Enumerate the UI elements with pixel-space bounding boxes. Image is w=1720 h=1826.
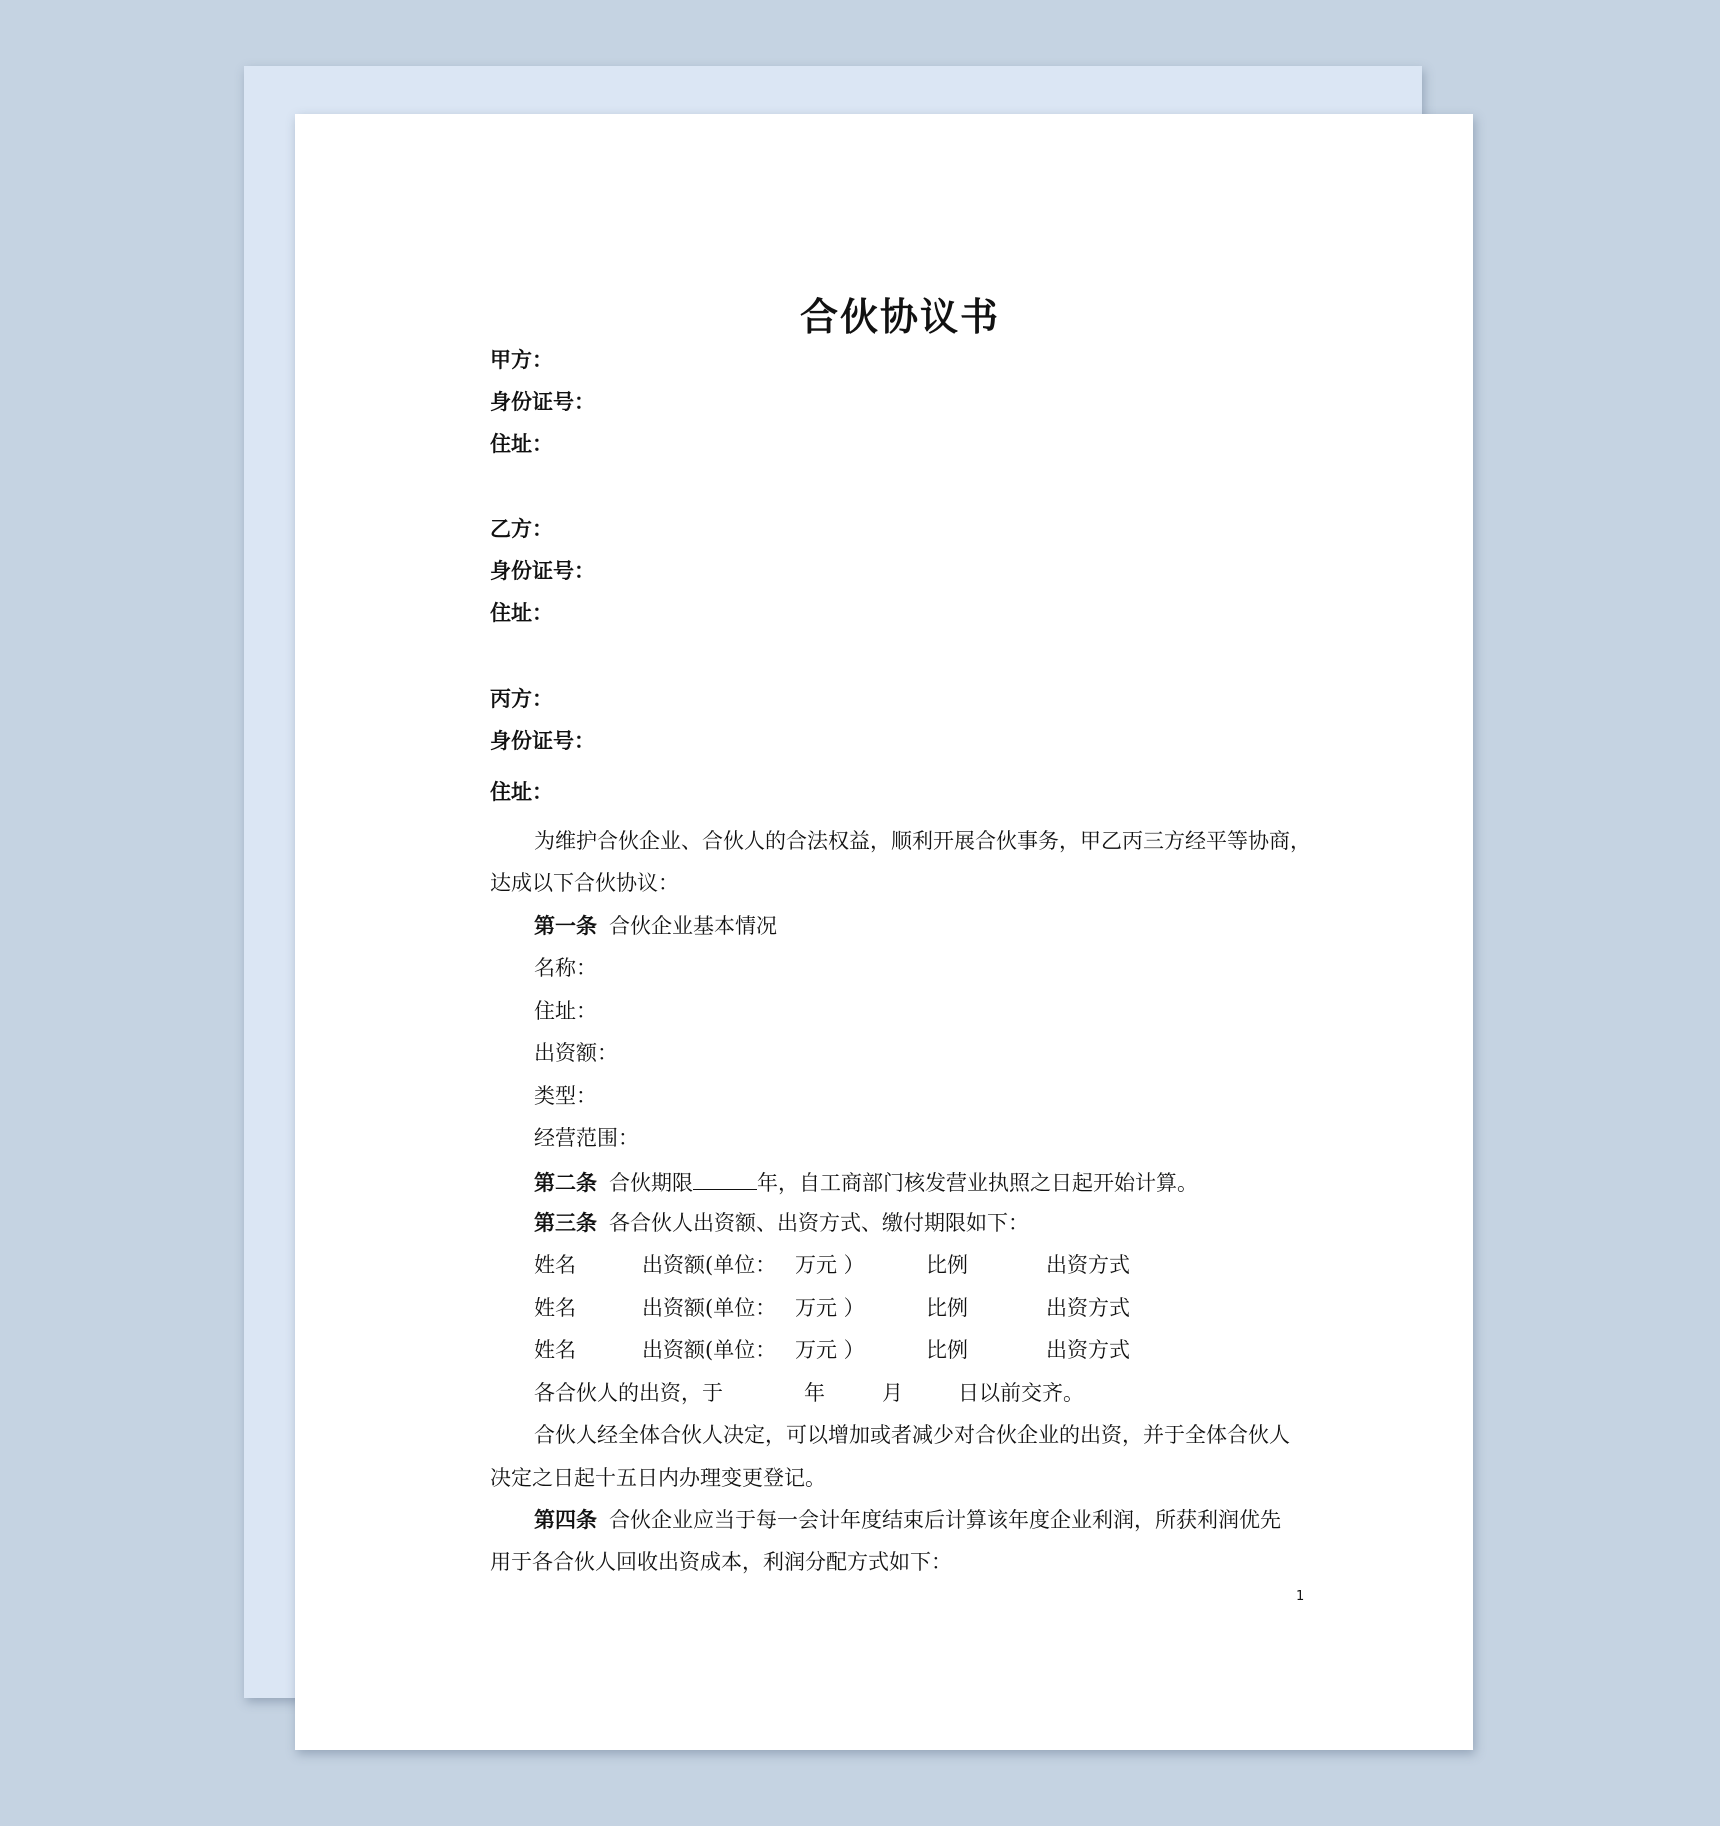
article-4-line-1 — [534, 1510, 1281, 1531]
row-amount: 出资额(单位： — [642, 1338, 777, 1362]
deadline-prefix: 各合伙人的出资，于 — [534, 1381, 723, 1405]
article-1-field-address: 住址： — [534, 999, 597, 1023]
row-ratio: 比例 — [926, 1296, 968, 1320]
article-2-line — [534, 1171, 1198, 1194]
document-page — [295, 114, 1473, 1750]
article-3-heading — [534, 1213, 1029, 1234]
row-unit: 万元 ） — [795, 1296, 865, 1320]
row-ratio: 比例 — [926, 1253, 968, 1277]
article-3-title: 各合伙人出资额、出资方式、缴付期限如下： — [609, 1211, 1029, 1235]
row-method: 出资方式 — [1046, 1296, 1130, 1320]
party-a-id-label: 身份证号： — [490, 390, 595, 414]
capital-change-line-2: 决定之日起十五日内办理变更登记。 — [490, 1466, 826, 1490]
row-name: 姓名 — [534, 1253, 576, 1277]
party-c-label: 丙方： — [490, 687, 553, 711]
article-4-text: 合伙企业应当于每一会计年度结束后计算该年度企业利润，所获利润优先 — [609, 1508, 1281, 1532]
intro-paragraph-line-2: 达成以下合伙协议： — [490, 871, 679, 895]
article-1-label: 第一条 — [534, 914, 597, 938]
article-2-text-before: 合伙期限 — [609, 1171, 693, 1195]
row-ratio: 比例 — [926, 1338, 968, 1362]
party-a-address-label: 住址： — [490, 432, 553, 456]
party-b-label: 乙方： — [490, 517, 553, 541]
page-number: 1 — [1296, 1589, 1305, 1604]
row-amount: 出资额(单位： — [642, 1253, 777, 1277]
article-1-field-scope: 经营范围： — [534, 1126, 639, 1150]
row-unit: 万元 ） — [795, 1253, 865, 1277]
intro-paragraph-line-1: 为维护合伙企业、合伙人的合法权益，顺利开展合伙事务，甲乙丙三方经平等协商， — [534, 829, 1311, 853]
deadline-year: 年 — [804, 1381, 825, 1405]
deadline-month: 月 — [882, 1381, 903, 1405]
article-3-label: 第三条 — [534, 1211, 597, 1235]
capital-change-line-1: 合伙人经全体合伙人决定，可以增加或者减少对合伙企业的出资，并于全体合伙人 — [534, 1423, 1290, 1447]
party-b-address-label: 住址： — [490, 601, 553, 625]
party-b-id-label: 身份证号： — [490, 559, 595, 583]
party-c-address-label: 住址： — [490, 780, 553, 804]
party-a-label: 甲方： — [490, 348, 553, 372]
article-1-field-name: 名称： — [534, 956, 597, 980]
document-title: 合伙协议书 — [799, 295, 1000, 339]
article-1-title: 合伙企业基本情况 — [609, 914, 777, 938]
article-2-label: 第二条 — [534, 1171, 597, 1195]
article-1-field-type: 类型： — [534, 1084, 597, 1108]
row-amount: 出资额(单位： — [642, 1296, 777, 1320]
row-unit: 万元 ） — [795, 1338, 865, 1362]
row-name: 姓名 — [534, 1296, 576, 1320]
deadline-day: 日以前交齐。 — [958, 1381, 1084, 1405]
row-name: 姓名 — [534, 1338, 576, 1362]
row-method: 出资方式 — [1046, 1253, 1130, 1277]
article-4-label: 第四条 — [534, 1508, 597, 1532]
row-method: 出资方式 — [1046, 1338, 1130, 1362]
term-years-blank — [693, 1171, 757, 1190]
article-1-field-capital: 出资额： — [534, 1041, 618, 1065]
article-4-line-2: 用于各合伙人回收出资成本，利润分配方式如下： — [490, 1550, 952, 1574]
article-1-heading — [534, 916, 777, 937]
article-2-text-after: 年，自工商部门核发营业执照之日起开始计算。 — [757, 1171, 1198, 1195]
party-c-id-label: 身份证号： — [490, 729, 595, 753]
